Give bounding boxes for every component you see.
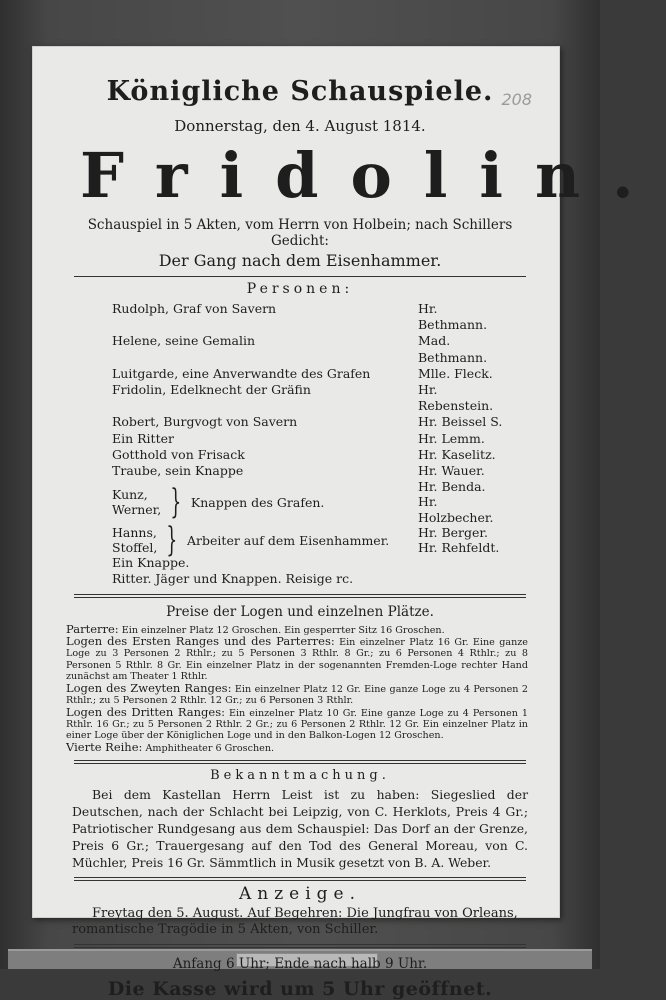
performance-times: Anfang 6 Uhr; Ende nach halb 9 Uhr. xyxy=(172,956,428,973)
price-line: Parterre: Ein einzelner Platz 12 Groschen. Ein gesperrter Sitz 16 Groschen. xyxy=(66,621,445,636)
cast-name: Kunz, xyxy=(112,486,148,502)
price-list xyxy=(66,621,528,754)
divider xyxy=(74,877,526,881)
cast-group-arbeiter xyxy=(112,520,538,561)
play-title: Fridolin. xyxy=(80,139,666,212)
cast-name: Werner, xyxy=(112,502,162,518)
divider xyxy=(74,760,526,764)
notice-text: Bei dem Kastellan Herrn Leist ist zu haben: Siegeslied der Deutschen, nach der Schlacht bei Leipzig, von C. Herklots, Preis 4 Gr.; Patriotischer Rundgesang aus dem Schauspiel: Das Dorf an der Grenze, Preis 6 Gr.; Trauergesang auf den Tod des General Moreau, von C. Müchler, Preis 16 Gr. Sämmtlich in Musik gesetzt von B. A. Weber. xyxy=(72,787,528,871)
cast-group-knappen xyxy=(112,479,538,525)
cast-heading: Personen: xyxy=(246,281,354,297)
cast-extra: Ein Knappe. xyxy=(112,555,190,571)
cast-row: Gotthold von Frisack Hr. Kaselitz. xyxy=(112,446,496,462)
announcement-text: Freytag den 5. August. Auf Begehren: Die Jungfrau von Orleans, romantische Tragödie in 5 Akten, von Schiller. xyxy=(72,906,518,938)
cast-name: Hanns, xyxy=(112,524,157,540)
divider xyxy=(74,944,526,948)
cast-row: Rudolph, Graf von Savern Hr. Bethmann. xyxy=(112,301,488,333)
box-office-notice: Die Kasse wird um 5 Uhr geöffnet. xyxy=(107,978,493,1000)
cast-row: Ein Ritter Hr. Lemm. xyxy=(112,430,485,446)
divider xyxy=(74,276,526,277)
cast-row: Luitgarde, eine Anverwandte des Grafen Mlle. Fleck. xyxy=(112,365,493,381)
brace-glyph: } xyxy=(166,520,178,561)
play-subtitle: Schauspiel in 5 Akten, vom Herrn von Holbein; nach Schillers Gedicht: xyxy=(87,217,513,249)
play-subtitle-poem: Der Gang nach dem Eisenhammer. xyxy=(158,251,442,270)
cast-group-role: Knappen des Grafen. xyxy=(190,494,325,510)
cast-row: Fridolin, Edelknecht der Gräfin Hr. Rebenstein. xyxy=(112,382,494,414)
cast-extra: Ritter. Jäger und Knappen. Reisige rc. xyxy=(112,571,354,587)
cast-list xyxy=(112,301,538,588)
notice-heading: Bekanntmachung. xyxy=(210,768,390,784)
divider xyxy=(74,594,526,598)
price-line: Logen des Dritten Ranges: Ein einzelner Platz 10 Gr. Eine ganze Loge zu 4 Personen 1 Rthlr. 16 Gr.; zu 5 Personen 2 Rthlr. 2 Gr.; zu 6 Personen 2 Rthlr. 12 Gr. Ein einzelner Platz in einer Loge über der Königlichen Loge und in den Balkon-Logen 12 Groschen. xyxy=(66,704,528,742)
announcement-heading: Anzeige. xyxy=(238,884,362,905)
cast-actor: Hr. Berger. xyxy=(418,524,488,540)
prices-heading: Preise der Logen und einzelnen Plätze. xyxy=(166,603,434,620)
cast-row: Traube, sein Knappe Hr. Wauer. xyxy=(112,463,485,479)
cast-row: Helene, seine Gemalin Mad. Bethmann. xyxy=(112,333,488,365)
cast-name: Stoffel, xyxy=(112,540,158,556)
cast-actor: Hr. Holzbecher. xyxy=(418,494,494,525)
archive-number: 208 xyxy=(501,90,532,109)
price-line: Logen des Ersten Ranges und des Parterres: Ein einzelner Platz 16 Gr. Eine ganze Loge zu 3 Personen 2 Rthlr.; zu 5 Personen 3 Rthlr. 8 Gr.; zu 6 Personen 4 Rthlr.; zu 8 Personen 5 Rthlr. 8 Gr. Ein einzelner Platz in der sogenannten Fremden-Loge rechter Hand zunächst am Theater 1 Rthlr. xyxy=(66,634,528,683)
cast-row: Robert, Burgvogt von Savern Hr. Beissel S. xyxy=(112,414,503,430)
price-line: Vierte Reihe: Amphitheater 6 Groschen. xyxy=(66,739,275,754)
cast-actor: Hr. Rehfeldt. xyxy=(418,540,500,556)
cast-group-role: Arbeiter auf dem Eisenhammer. xyxy=(187,532,390,548)
performance-date: Donnerstag, den 4. August 1814. xyxy=(174,117,426,135)
playbill-sheet xyxy=(32,46,666,1000)
theatre-name: Königliche Schauspiele. xyxy=(106,76,494,107)
cast-actor: Hr. Benda. xyxy=(418,479,486,495)
brace-glyph: } xyxy=(170,482,182,523)
price-line: Logen des Zweyten Ranges: Ein einzelner Platz 12 Gr. Eine ganze Loge zu 4 Personen 2 Rthlr.; zu 5 Personen 2 Rthlr. 12 Gr.; zu 6 Personen 3 Rthlr. xyxy=(66,680,528,707)
